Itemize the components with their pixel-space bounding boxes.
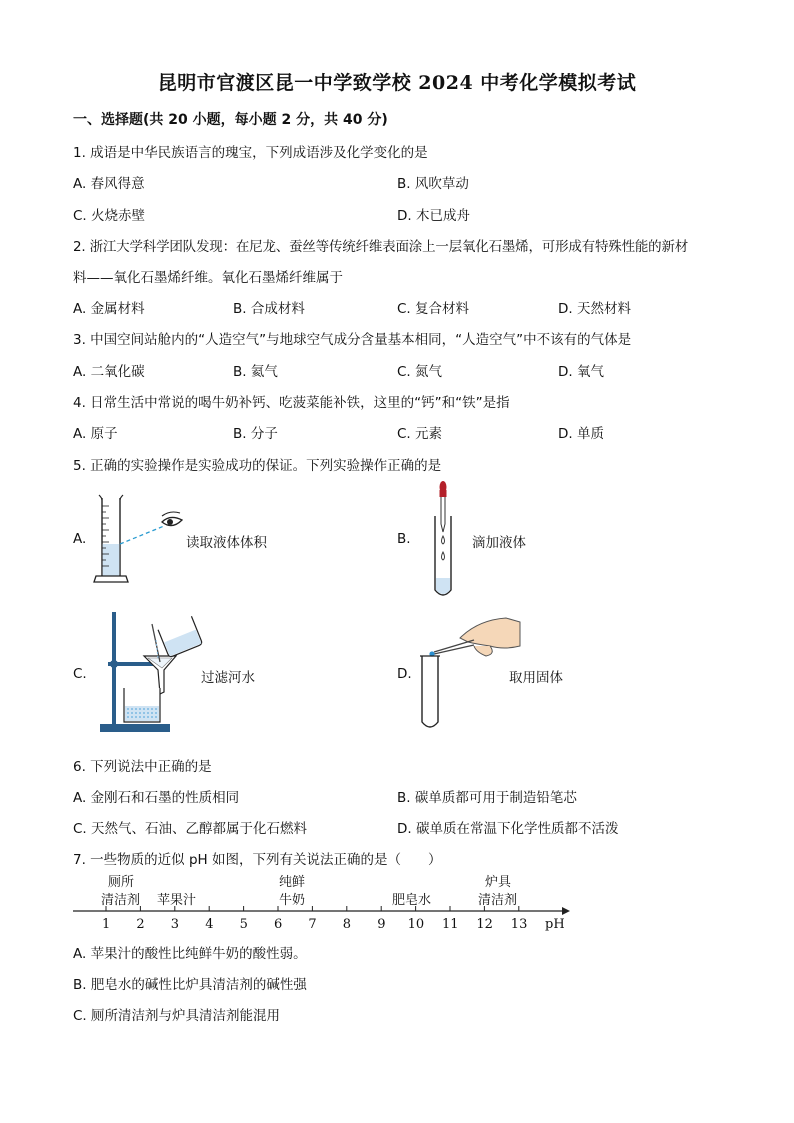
q4-option-a: A. 原子 [73, 426, 118, 442]
q2-option-c: C. 复合材料 [397, 301, 470, 317]
question-2-stem-line2: 料——氧化石墨烯纤维。氧化石墨烯纤维属于 [73, 270, 343, 286]
q6-option-b: B. 碳单质都可用于制造铅笔芯 [397, 790, 577, 806]
ph-tick-label-2: 2 [136, 917, 145, 932]
q5-option-d-letter: D. [397, 666, 412, 682]
question-4-stem: 4. 日常生活中常说的喝牛奶补钙、吃菠菜能补铁，这里的“钙”和“铁”是指 [73, 395, 510, 411]
q1-option-c: C. 火烧赤壁 [73, 208, 146, 224]
ph-tick-label-5: 5 [239, 917, 248, 932]
q6-option-a: A. 金刚石和石墨的性质相同 [73, 790, 240, 806]
ph-label-toilet-line2: 清洁剂 [101, 893, 141, 908]
q2-option-a: A. 金属材料 [73, 301, 145, 317]
ph-label-apple-juice: 苹果汁 [157, 893, 197, 908]
ph-label-stove-line2: 清洁剂 [478, 893, 518, 908]
page-title: 昆明市官渡区昆一中学致学校 2024 中考化学模拟考试 [157, 72, 637, 94]
ph-label-toilet-line1: 厕所 [108, 875, 135, 890]
q1-option-d: D. 木已成舟 [397, 208, 470, 224]
ph-label-soap-water: 肥皂水 [392, 893, 432, 908]
question-3-stem: 3. 中国空间站舱内的“人造空气”与地球空气成分含量基本相同，“人造空气”中不该有的气体是 [73, 332, 632, 348]
q4-option-c: C. 元素 [397, 426, 443, 442]
q3-option-a: A. 二氧化碳 [73, 364, 145, 380]
q1-option-b: B. 风吹草动 [397, 176, 469, 192]
q7-option-b: B. 肥皂水的碱性比炉具清洁剂的碱性强 [73, 977, 307, 993]
question-7-stem: 7. 一些物质的近似 pH 如图，下列有关说法正确的是（ ） [73, 852, 442, 868]
ph-tick-label-7: 7 [308, 917, 317, 932]
ph-tick-label-6: 6 [274, 917, 283, 932]
q5-option-b-letter: B. [397, 531, 411, 547]
ph-axis-unit: pH [545, 917, 565, 932]
q2-option-b: B. 合成材料 [233, 301, 305, 317]
q7-option-c: C. 厕所清洁剂与炉具清洁剂能混用 [73, 1008, 281, 1024]
ph-tick-label-12: 12 [476, 917, 493, 932]
q3-option-c: C. 氮气 [397, 364, 443, 380]
q6-option-c: C. 天然气、石油、乙醇都属于化石燃料 [73, 821, 308, 837]
q6-option-d: D. 碳单质在常温下化学性质都不活泼 [397, 821, 619, 837]
ph-label-stove-line1: 炉具 [485, 875, 512, 890]
ph-tick-label-3: 3 [170, 917, 180, 932]
ph-tick-label-13: 13 [510, 917, 528, 932]
question-6-stem: 6. 下列说法中正确的是 [73, 759, 212, 775]
ph-tick-label-10: 10 [407, 917, 425, 932]
question-2-stem-line1: 2. 浙江大学科学团队发现：在尼龙、蚕丝等传统纤维表面涂上一层氧化石墨烯，可形成有特殊性能的新材 [73, 239, 689, 255]
q3-option-d: D. 氧气 [558, 364, 604, 380]
ph-tick-label-4: 4 [205, 917, 214, 932]
q5-option-d-caption: 取用固体 [509, 670, 563, 686]
q7-option-a: A. 苹果汁的酸性比纯鲜牛奶的酸性弱。 [73, 946, 307, 962]
ph-tick-label-1: 1 [102, 917, 111, 932]
q4-option-b: B. 分子 [233, 426, 278, 442]
q4-option-d: D. 单质 [558, 426, 604, 442]
q5-option-c-caption: 过滤河水 [201, 670, 255, 686]
ph-tick-label-9: 9 [377, 917, 386, 932]
ph-tick-label-11: 11 [442, 917, 459, 932]
q2-option-d: D. 天然材料 [558, 301, 631, 317]
ph-label-milk-line2: 牛奶 [279, 893, 306, 908]
q5-option-a-letter: A. [73, 531, 87, 547]
ph-label-milk-line1: 纯鲜 [279, 875, 306, 890]
q5-option-b-caption: 滴加液体 [472, 535, 526, 551]
q3-option-b: B. 氦气 [233, 364, 278, 380]
ph-tick-label-8: 8 [342, 917, 352, 932]
q5-option-c-letter: C. [73, 666, 87, 682]
question-1-stem: 1. 成语是中华民族语言的瑰宝，下列成语涉及化学变化的是 [73, 145, 428, 161]
question-5-stem: 5. 正确的实验操作是实验成功的保证。下列实验操作正确的是 [73, 458, 442, 474]
q5-option-a-caption: 读取液体体积 [186, 535, 267, 551]
q1-option-a: A. 春风得意 [73, 176, 145, 192]
section-heading: 一、选择题(共 20 小题，每小题 2 分，共 40 分) [73, 112, 388, 128]
